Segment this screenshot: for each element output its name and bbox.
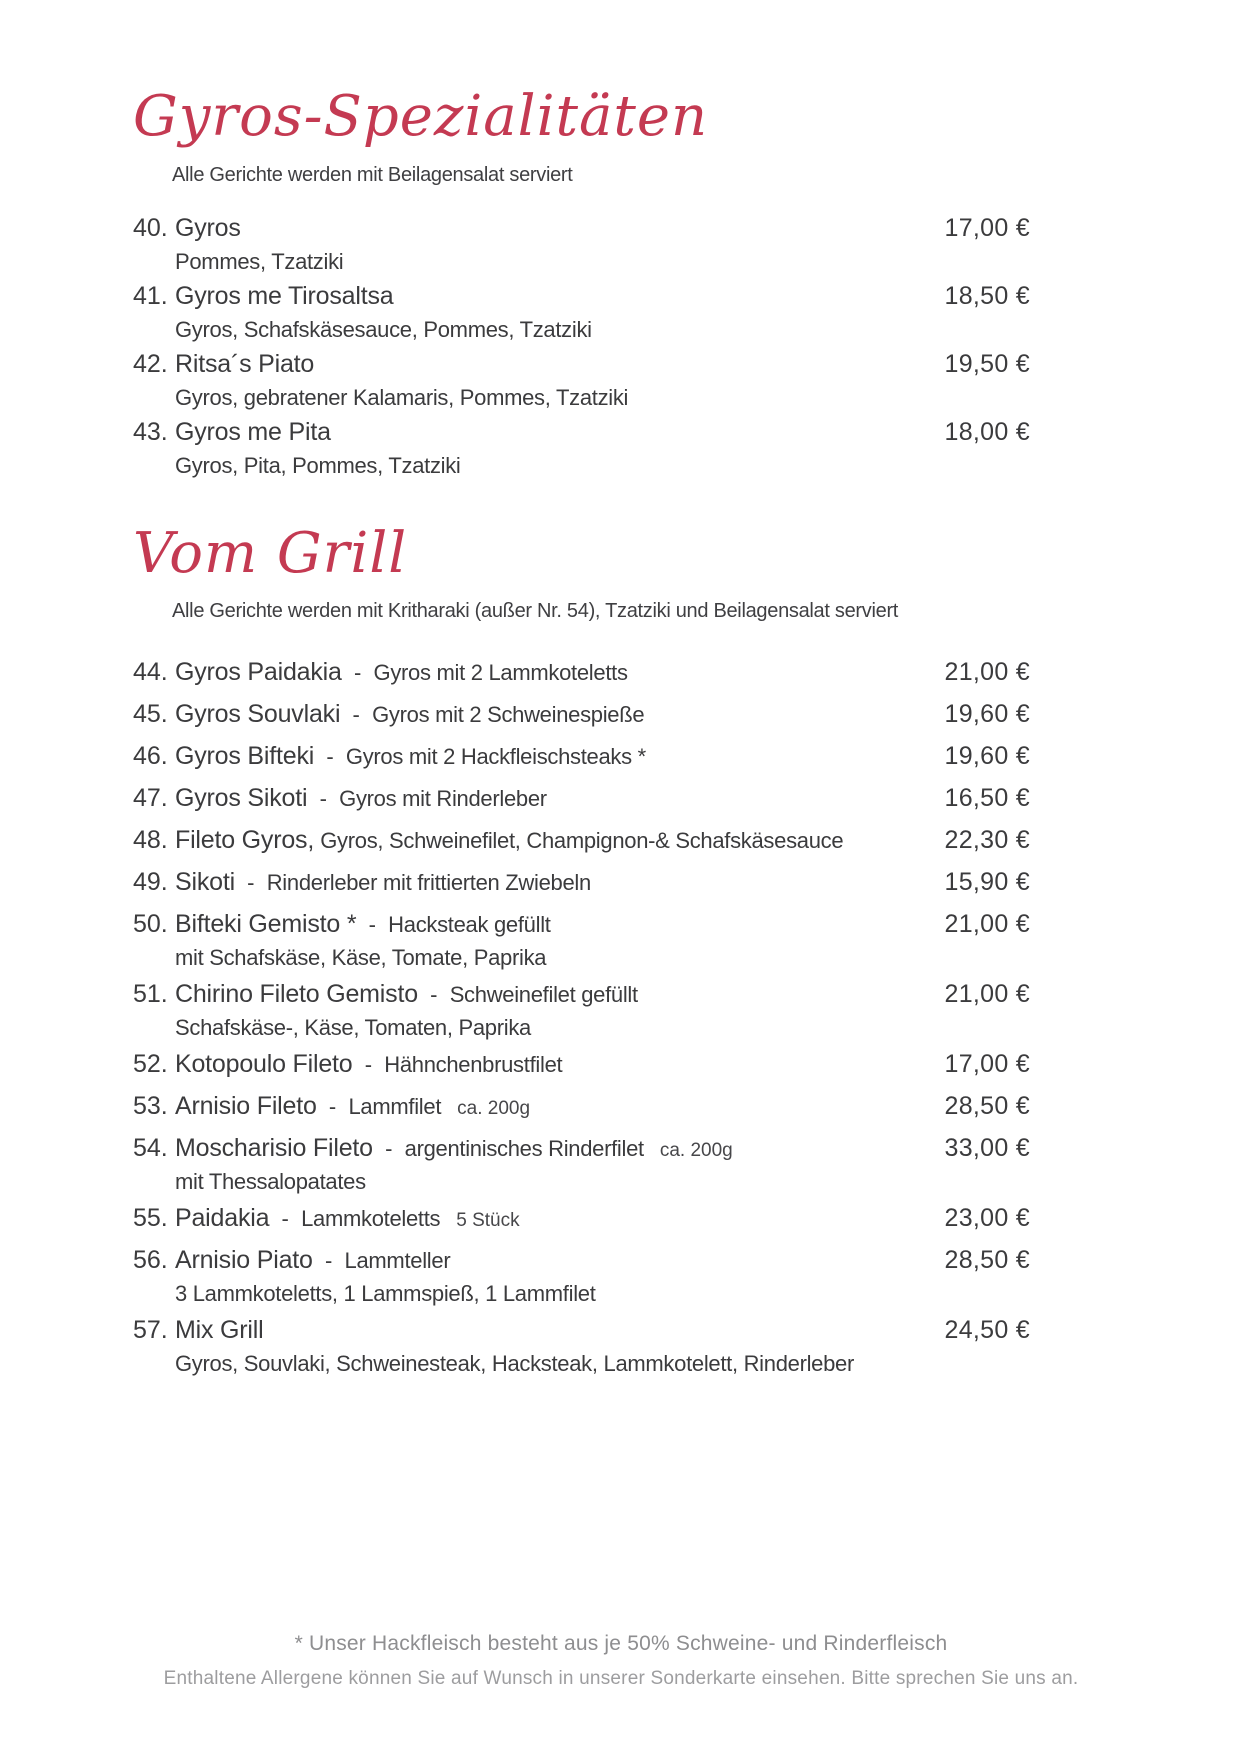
item-left bbox=[133, 741, 646, 775]
item-left bbox=[133, 1315, 263, 1349]
item-number: 53. bbox=[133, 1092, 168, 1121]
item-description: Lammfilet bbox=[348, 1094, 442, 1120]
item-left bbox=[133, 1091, 530, 1125]
item-price: 28,50 € bbox=[944, 1092, 1030, 1121]
item-size-note: 5 Stück bbox=[456, 1210, 520, 1232]
item-price: 22,30 € bbox=[944, 826, 1030, 855]
item-price: 28,50 € bbox=[944, 1246, 1030, 1275]
item-name: Gyros Sikoti bbox=[175, 784, 308, 813]
item-separator: - bbox=[356, 912, 389, 938]
item-left bbox=[133, 281, 393, 315]
menu-item bbox=[133, 1315, 1030, 1377]
item-price: 23,00 € bbox=[944, 1204, 1030, 1233]
item-price: 16,50 € bbox=[944, 784, 1030, 813]
item-price: 17,00 € bbox=[944, 213, 1030, 242]
item-left bbox=[133, 349, 314, 383]
item-price: 21,00 € bbox=[944, 980, 1030, 1009]
item-left bbox=[133, 1203, 520, 1237]
item-separator: - bbox=[314, 744, 346, 770]
item-number: 46. bbox=[133, 742, 168, 771]
item-number: 54. bbox=[133, 1134, 168, 1163]
menu-item bbox=[133, 281, 1030, 343]
item-number: 50. bbox=[133, 910, 168, 939]
item-main-line bbox=[133, 349, 1030, 383]
item-separator: - bbox=[372, 1136, 405, 1162]
menu-item bbox=[133, 867, 1030, 901]
item-left bbox=[133, 825, 843, 859]
item-price: 21,00 € bbox=[944, 658, 1030, 687]
item-subline: Pommes, Tzatziki bbox=[175, 248, 344, 274]
item-name: Arnisio Piato bbox=[175, 1246, 313, 1275]
item-number: 42. bbox=[133, 349, 168, 378]
item-price: 17,00 € bbox=[944, 1050, 1030, 1079]
menu-item bbox=[133, 979, 1030, 1041]
item-number: 47. bbox=[133, 784, 168, 813]
item-main-line bbox=[133, 1203, 1030, 1237]
item-number: 57. bbox=[133, 1316, 168, 1345]
item-number: 55. bbox=[133, 1204, 168, 1233]
item-price: 19,60 € bbox=[944, 700, 1030, 729]
menu-item bbox=[133, 349, 1030, 411]
footer-note-allergene: Enthaltene Allergene können Sie auf Wunsch in unserer Sonderkarte einsehen. Bitte sprechen Sie uns an. bbox=[163, 1668, 1079, 1689]
item-number: 49. bbox=[133, 868, 168, 897]
item-separator: - bbox=[269, 1206, 302, 1232]
item-name: Gyros bbox=[175, 213, 241, 242]
item-name: Gyros Paidakia bbox=[175, 658, 342, 687]
item-name: Gyros me Pita bbox=[175, 417, 331, 446]
item-name: Gyros me Tirosaltsa bbox=[175, 281, 394, 310]
item-subline: mit Schafskäse, Käse, Tomate, Paprika bbox=[175, 945, 547, 971]
item-price: 33,00 € bbox=[944, 1134, 1030, 1163]
item-number: 51. bbox=[133, 980, 168, 1009]
item-price: 19,60 € bbox=[944, 742, 1030, 771]
item-subline: mit Thessalopatates bbox=[175, 1169, 366, 1195]
item-main-line bbox=[133, 699, 1030, 733]
item-description: Gyros mit 2 Lammkoteletts bbox=[373, 660, 628, 686]
menu-item bbox=[133, 741, 1030, 775]
item-description: Hacksteak gefüllt bbox=[388, 912, 551, 938]
item-description: Gyros mit 2 Hackfleischsteaks * bbox=[345, 744, 646, 770]
menu-item bbox=[133, 1203, 1030, 1237]
item-description: Gyros mit Rinderleber bbox=[339, 786, 547, 812]
item-number: 56. bbox=[133, 1246, 168, 1275]
item-separator: - bbox=[307, 786, 340, 812]
menu-item bbox=[133, 909, 1030, 971]
item-left bbox=[133, 909, 551, 943]
section-note-vom-grill: Alle Gerichte werden mit Kritharaki (außer Nr. 54), Tzatziki und Beilagensalat serviert bbox=[172, 600, 899, 623]
item-main-line bbox=[133, 1091, 1030, 1125]
item-left bbox=[133, 1245, 450, 1279]
item-description: Gyros, Schweinefilet, Champignon-& Schafskäsesauce bbox=[320, 828, 844, 854]
item-price: 24,50 € bbox=[944, 1316, 1030, 1345]
section-title-gyros-spezialitaeten: Gyros-Spezialitäten bbox=[133, 84, 709, 149]
item-number: 40. bbox=[133, 213, 168, 242]
item-separator: - bbox=[316, 1094, 349, 1120]
item-name: Gyros Bifteki bbox=[175, 742, 315, 771]
item-description: Hähnchenbrustfilet bbox=[384, 1052, 563, 1078]
item-description: Gyros mit 2 Schweinespieße bbox=[372, 702, 645, 728]
item-separator: - bbox=[312, 1248, 345, 1274]
item-subline: Gyros, gebratener Kalamaris, Pommes, Tzatziki bbox=[175, 384, 629, 410]
item-subline: Schafskäse-, Käse, Tomaten, Paprika bbox=[175, 1015, 531, 1041]
item-name: Mix Grill bbox=[175, 1316, 264, 1345]
item-left bbox=[133, 657, 628, 691]
menu-item bbox=[133, 699, 1030, 733]
item-name: Paidakia bbox=[175, 1204, 270, 1233]
item-price: 19,50 € bbox=[944, 349, 1030, 378]
item-number: 43. bbox=[133, 417, 168, 446]
item-number: 41. bbox=[133, 281, 168, 310]
item-left bbox=[133, 867, 591, 901]
menu-items-gyros bbox=[133, 213, 1030, 479]
item-main-line bbox=[133, 213, 1030, 247]
item-description: Lammkoteletts bbox=[301, 1206, 441, 1232]
menu-items-vom-grill bbox=[133, 657, 1030, 1377]
item-number: 52. bbox=[133, 1050, 168, 1079]
item-separator: - bbox=[417, 982, 450, 1008]
item-left bbox=[133, 1133, 733, 1167]
item-main-line bbox=[133, 657, 1030, 691]
item-name: Chirino Fileto Gemisto bbox=[175, 980, 418, 1009]
item-subline: Gyros, Schafskäsesauce, Pommes, Tzatziki bbox=[175, 316, 592, 342]
item-main-line bbox=[133, 1049, 1030, 1083]
item-price: 15,90 € bbox=[944, 868, 1030, 897]
item-number: 45. bbox=[133, 700, 168, 729]
item-left bbox=[133, 213, 241, 247]
menu-item bbox=[133, 783, 1030, 817]
item-price: 21,00 € bbox=[944, 910, 1030, 939]
item-main-line bbox=[133, 825, 1030, 859]
item-subline: Gyros, Pita, Pommes, Tzatziki bbox=[175, 452, 461, 478]
item-left bbox=[133, 699, 644, 733]
menu-item bbox=[133, 1245, 1030, 1307]
item-left bbox=[133, 783, 547, 817]
item-size-note: ca. 200g bbox=[457, 1098, 531, 1120]
item-separator: - bbox=[340, 702, 373, 728]
item-main-line bbox=[133, 1315, 1030, 1349]
menu-item bbox=[133, 213, 1030, 275]
item-name: Gyros Souvlaki bbox=[175, 700, 341, 729]
item-number: 48. bbox=[133, 826, 168, 855]
item-main-line bbox=[133, 979, 1030, 1013]
item-separator: - bbox=[352, 1052, 385, 1078]
item-separator: - bbox=[341, 660, 374, 686]
menu-item bbox=[133, 1049, 1030, 1083]
item-subline: 3 Lammkoteletts, 1 Lammspieß, 1 Lammfilet bbox=[175, 1281, 596, 1307]
item-name: Moscharisio Fileto bbox=[175, 1134, 373, 1163]
item-main-line bbox=[133, 1133, 1030, 1167]
item-main-line bbox=[133, 1245, 1030, 1279]
item-main-line bbox=[133, 783, 1030, 817]
item-name: Ritsa´s Piato bbox=[175, 349, 315, 378]
item-name: Sikoti bbox=[175, 868, 235, 897]
item-name: Fileto Gyros, bbox=[175, 826, 315, 855]
item-name: Arnisio Fileto bbox=[175, 1092, 317, 1121]
item-left bbox=[133, 417, 331, 451]
menu-item bbox=[133, 1133, 1030, 1195]
menu-item bbox=[133, 1091, 1030, 1125]
item-main-line bbox=[133, 741, 1030, 775]
item-size-note: ca. 200g bbox=[659, 1140, 733, 1162]
section-note-gyros: Alle Gerichte werden mit Beilagensalat serviert bbox=[172, 163, 573, 186]
item-left bbox=[133, 979, 638, 1013]
item-description: Rinderleber mit frittierten Zwiebeln bbox=[266, 870, 591, 896]
item-left bbox=[133, 1049, 562, 1083]
item-description: Schweinefilet gefüllt bbox=[449, 982, 638, 1008]
item-main-line bbox=[133, 909, 1030, 943]
item-main-line bbox=[133, 281, 1030, 315]
item-subline: Gyros, Souvlaki, Schweinesteak, Hacksteak, Lammkotelett, Rinderleber bbox=[175, 1351, 855, 1377]
item-main-line bbox=[133, 417, 1030, 451]
menu-item bbox=[133, 417, 1030, 479]
item-description: argentinisches Rinderfilet bbox=[404, 1136, 644, 1162]
item-main-line bbox=[133, 867, 1030, 901]
item-description: Lammteller bbox=[344, 1248, 451, 1274]
item-price: 18,50 € bbox=[944, 281, 1030, 310]
item-price: 18,00 € bbox=[944, 417, 1030, 446]
footer-note-hackfleisch: * Unser Hackfleisch besteht aus je 50% Schweine- und Rinderfleisch bbox=[294, 1632, 948, 1655]
section-title-vom-grill: Vom Grill bbox=[133, 520, 408, 586]
item-number: 44. bbox=[133, 658, 168, 687]
item-separator: - bbox=[234, 870, 267, 896]
menu-item bbox=[133, 825, 1030, 859]
menu-item bbox=[133, 657, 1030, 691]
item-name: Bifteki Gemisto * bbox=[175, 910, 357, 939]
item-name: Kotopoulo Fileto bbox=[175, 1050, 353, 1079]
